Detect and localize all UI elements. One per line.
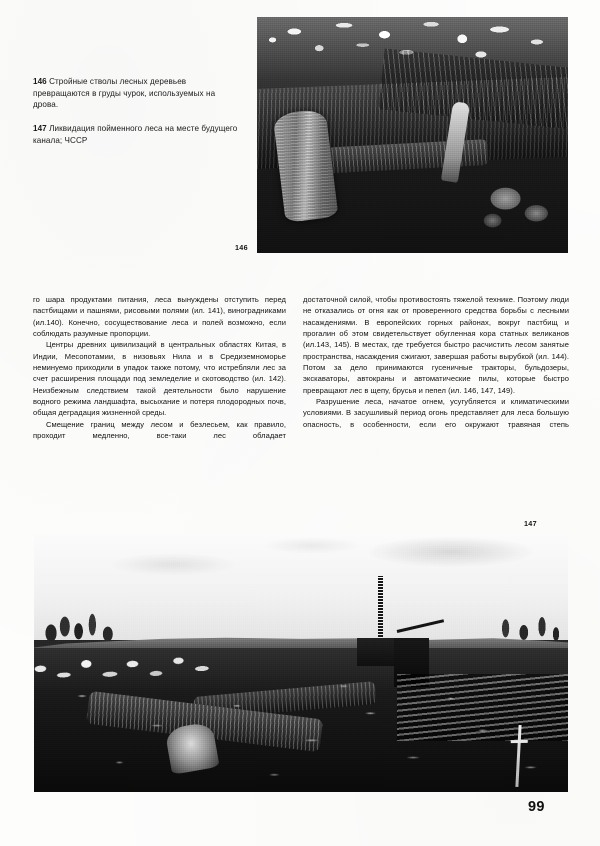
body-text-left-column [33,294,286,453]
caption-146 [33,76,238,111]
paragraph: достаточной силой, чтобы противостоять тяжелой технике. Поэтому люди не отказались от огня как от проверенного средства борьбы с лесными насаждениями. В европейских горных районах, вокруг пастбищ и прогалин об этом свидетельствует обугленная кора статных великанов (ил.143, 145). В местах, где требуется быстро расчистить лесом занятые пространства, насаждения сжигают, завершая работы вырубкой (ил. 144). Потом за дело принимаются гусеничные тракторы, бульдозеры, экскаваторы, автокраны и автоматические пилы, которые быстро превращают лес в щепу, брусья и пепел (ил. 146, 147, 149). [303,295,569,395]
figure-photo-147 [34,535,568,792]
caption-147-number: 147 [33,124,47,134]
body-text-right-column [303,294,569,441]
photo-147-halftone-grain [34,535,568,792]
caption-147-text: Ликвидация пойменного леса на месте будущего канала; ЧССР [33,124,238,145]
figure-label-147: 147 [524,519,537,528]
photo-146-halftone-grain [257,17,568,253]
caption-147 [33,123,238,146]
paragraph: го шара продуктами питания, леса вынуждены отступить перед пастбищами и пашнями, рисовыми полями (ил. 141), виноградниками (ил.140). Конечно, сосуществование леса и полей возможно, если соблюдать разумные пропорции. [33,295,286,339]
figure-photo-146 [257,17,568,253]
figure-label-146: 146 [235,243,248,252]
paragraph: Центры древних цивилизаций в центральных областях Китая, в Индии, Месопотамии, в низовьях Нила и в Средиземноморье неминуемо приходили в упадок также потому, что истребляли лес за счет расширения площади под земледелие и скотоводство (ил. 142). Неизбежным следствием такой деятельности было нарушение водного режима ландшафта, высыхание и потеря плодородных почв, общая деградация жизненной среды. [33,340,286,418]
paragraph: Разрушение леса, начатое огнем, усугубляется и климатическими условиями. В засушливый период огонь представляет для леса большую опасность, в особенности, если его окружают травяная степь [303,397,569,429]
photo-146-scene [257,17,568,253]
paragraph: Смещение границ между лесом и безлесьем, как правило, проходит медленно, все-таки лес обладает [33,419,286,441]
caption-146-text: Стройные стволы лесных деревьев превращаются в груды чурок, используемых на дрова. [33,77,216,110]
page-number: 99 [528,799,545,815]
caption-block [33,76,238,146]
caption-146-number: 146 [33,77,47,86]
